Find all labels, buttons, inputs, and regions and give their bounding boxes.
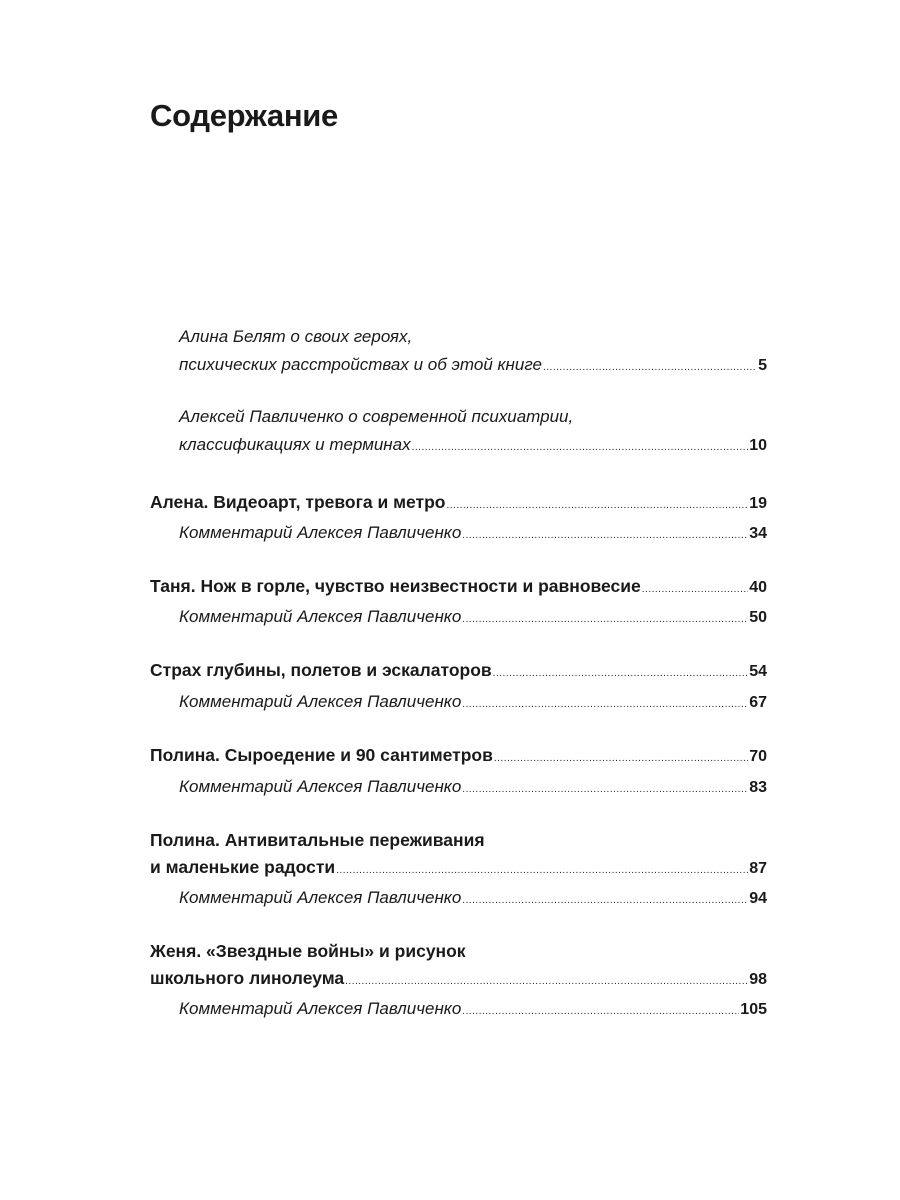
dot-leader: [462, 1000, 739, 1024]
toc-entry-chapter-1[interactable]: [150, 490, 767, 514]
dot-leader: [462, 889, 748, 913]
dot-leader: [462, 693, 748, 717]
toc-entry-chapter-3-comment[interactable]: [179, 690, 767, 714]
toc-entry-chapter-5[interactable]: [150, 855, 767, 879]
toc-entry-text: Алина Белят о своих героях,: [179, 327, 413, 346]
toc-entry-text: Комментарий Алексея Павличенко: [179, 999, 462, 1018]
toc-entry-text: Комментарий Алексея Павличенко: [179, 607, 462, 626]
toc-entry-intro-2-line1: [179, 405, 767, 429]
toc-entry-chapter-1-comment[interactable]: [179, 521, 767, 545]
toc-entry-text: Комментарий Алексея Павличенко: [179, 523, 462, 542]
page-number: 70: [749, 748, 767, 765]
toc-entry-chapter-5-comment[interactable]: [179, 886, 767, 910]
toc-entry-chapter-6-comment[interactable]: [179, 997, 767, 1021]
toc-entry-chapter-2-comment[interactable]: [179, 605, 767, 629]
dot-leader: [642, 578, 748, 602]
page-number: 105: [740, 1001, 767, 1018]
toc-entry-chapter-5-line1: [150, 828, 767, 852]
toc-entry-text: Полина. Сыроедение и 90 сантиметров: [150, 745, 493, 765]
toc-entry-chapter-4-comment[interactable]: [179, 775, 767, 799]
toc-entry-intro-2[interactable]: [179, 433, 767, 457]
toc-entry-chapter-4[interactable]: [150, 743, 767, 767]
toc-entry-text: Страх глубины, полетов и эскалаторов: [150, 660, 492, 680]
page-number: 50: [749, 609, 767, 626]
dot-leader: [447, 494, 749, 518]
dot-leader: [543, 356, 757, 380]
page-title: Содержание: [150, 98, 338, 133]
toc-entry-chapter-3[interactable]: [150, 658, 767, 682]
page-number: 40: [749, 579, 767, 596]
toc-entry-text: Таня. Нож в горле, чувство неизвестности и равновесие: [150, 576, 641, 596]
dot-leader: [494, 747, 748, 771]
page-number: 83: [749, 779, 767, 796]
toc-entry-text: Алена. Видеоарт, тревога и метро: [150, 492, 446, 512]
page-number: 19: [749, 495, 767, 512]
toc-entry-chapter-6[interactable]: [150, 966, 767, 990]
dot-leader: [462, 524, 748, 548]
dot-leader: [462, 778, 748, 802]
page-number: 34: [749, 525, 767, 542]
page-number: 87: [749, 860, 767, 877]
toc-entry-intro-1[interactable]: [179, 353, 767, 377]
page-number: 67: [749, 694, 767, 711]
dot-leader: [462, 608, 748, 632]
table-of-contents: [150, 0, 767, 1200]
dot-leader: [345, 970, 748, 994]
toc-entry-chapter-2[interactable]: [150, 574, 767, 598]
dot-leader: [336, 859, 748, 883]
toc-entry-text: Полина. Антивитальные переживания: [150, 830, 485, 850]
page-number: 54: [749, 663, 767, 680]
page-number: 5: [758, 357, 767, 374]
toc-entry-chapter-6-line1: [150, 939, 767, 963]
dot-leader: [412, 436, 749, 460]
page-number: 94: [749, 890, 767, 907]
toc-entry-text: Комментарий Алексея Павличенко: [179, 692, 462, 711]
toc-entry-text: Женя. «Звездные войны» и рисунок: [150, 941, 466, 961]
toc-entry-intro-1-line1: [179, 325, 767, 349]
page-number: 10: [749, 437, 767, 454]
dot-leader: [493, 662, 749, 686]
toc-entry-text: Комментарий Алексея Павличенко: [179, 888, 462, 907]
toc-entry-text: и маленькие радости: [150, 857, 336, 877]
toc-entry-text: психических расстройствах и об этой книге: [179, 355, 542, 374]
page-number: 98: [749, 971, 767, 988]
toc-entry-text: Комментарий Алексея Павличенко: [179, 777, 462, 796]
toc-entry-text: школьного линолеума: [150, 968, 345, 988]
toc-entry-text: Алексей Павличенко о современной психиатрии,: [179, 407, 574, 426]
toc-entry-text: классификациях и терминах: [179, 435, 411, 454]
